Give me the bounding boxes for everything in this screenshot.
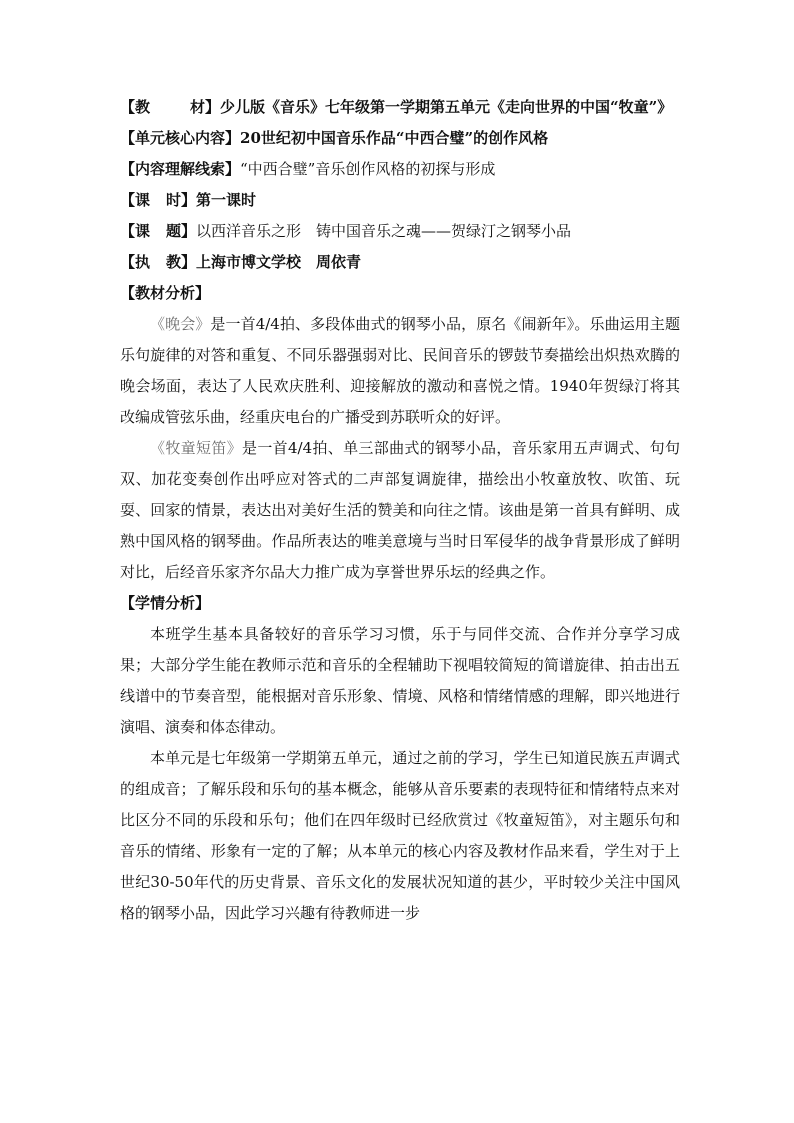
period-value: 第一课时 bbox=[196, 191, 257, 209]
topic-value: 以西洋音乐之形 铸中国音乐之魂——贺绿汀之钢琴小品 bbox=[196, 222, 572, 240]
student-analysis-paragraph-2: 本单元是七年级第一学期第五单元，通过之前的学习，学生已知道民族五声调式的组成音；了解乐段和乐句的基本概念，能够从音乐要素的表现特征和情绪特点来对比区分不同的乐段和乐句；他们在四年级时已经欣赏过《牧童短笛》，对主题乐句和音乐的情绪、形象有一定的了解；从本单元的核心内容及教材作品来看，学生对于上世纪30-50年代的历史背景、音乐文化的发展状况知道的甚少，平时较少关注中国风格的钢琴小品，因此学习兴趣有待教师进一步 bbox=[120, 749, 680, 922]
piece-description-evening-party: 是一首4/4拍、多段体曲式的钢琴小品，原名《闹新年》。乐曲运用主题乐句旋律的对答和重复、不同乐器强弱对比、民间音乐的锣鼓节奏描绘出炽热欢腾的晚会场面，表达了人民欢庆胜利、迎接解放的激动和喜悦之情。1940年贺绿汀将其改编成管弦乐曲，经重庆电台的广播受到苏联听众的好评。 bbox=[120, 315, 680, 426]
piece-title-evening-party: 《晚会》 bbox=[150, 315, 211, 333]
core-content-label: 【单元核心内容】 bbox=[120, 129, 241, 147]
document-page bbox=[120, 92, 680, 929]
teacher-line bbox=[120, 247, 680, 278]
piece-description-shepherd-flute: 是一首4/4拍、单三部曲式的钢琴小品，音乐家用五声调式、句句双、加花变奏创作出呼应对答式的二声部复调旋律，描绘出小牧童放牧、吹笛、玩耍、回家的情景，表达出对美好生活的赞美和向往之情。该曲是第一首具有鲜明、成熟中国风格的钢琴曲。作品所表达的唯美意境与当时日军侵华的战争背景形成了鲜明对比，后经音乐家齐尔品大力推广成为享誉世界乐坛的经典之作。 bbox=[120, 439, 680, 581]
material-analysis-heading: 【教材分析】 bbox=[120, 284, 211, 302]
period-line bbox=[120, 185, 680, 216]
teacher-label-end: 教】 bbox=[166, 253, 197, 271]
material-value: 少儿版《音乐》七年级第一学期第五单元《走向世界的中国“牧童”》 bbox=[220, 98, 673, 116]
topic-line bbox=[120, 216, 680, 247]
teacher-value: 上海市博文学校 周依青 bbox=[196, 253, 362, 271]
material-analysis-paragraph-2 bbox=[120, 433, 680, 588]
core-content-line bbox=[120, 123, 680, 154]
understanding-clue-value: “中西合璧”音乐创作风格的初探与形成 bbox=[240, 160, 496, 178]
material-label-start: 【教 bbox=[120, 98, 151, 116]
core-content-value: 20世纪初中国音乐作品“中西合璧”的创作风格 bbox=[240, 129, 549, 147]
piece-title-shepherd-flute: 《牧童短笛》 bbox=[150, 439, 242, 457]
teacher-label-start: 【执 bbox=[120, 253, 151, 271]
period-label-start: 【课 bbox=[120, 191, 151, 209]
student-analysis-heading: 【学情分析】 bbox=[120, 594, 211, 612]
understanding-clue-label: 【内容理解线索】 bbox=[120, 160, 241, 178]
topic-label-end: 题】 bbox=[166, 222, 197, 240]
material-line bbox=[120, 92, 680, 123]
material-label-end: 材】 bbox=[190, 98, 221, 116]
student-analysis-paragraph-1: 本班学生基本具备较好的音乐学习习惯，乐于与同伴交流、合作并分享学习成果；大部分学生能在教师示范和音乐的全程辅助下视唱较简短的简谱旋律、拍击出五线谱中的节奏音型，能根据对音乐形象、情境、风格和情绪情感的理解，即兴地进行演唱、演奏和体态律动。 bbox=[120, 625, 680, 736]
material-analysis-paragraph-1 bbox=[120, 309, 680, 433]
understanding-clue-line bbox=[120, 154, 680, 185]
period-label-end: 时】 bbox=[166, 191, 197, 209]
topic-label-start: 【课 bbox=[120, 222, 151, 240]
